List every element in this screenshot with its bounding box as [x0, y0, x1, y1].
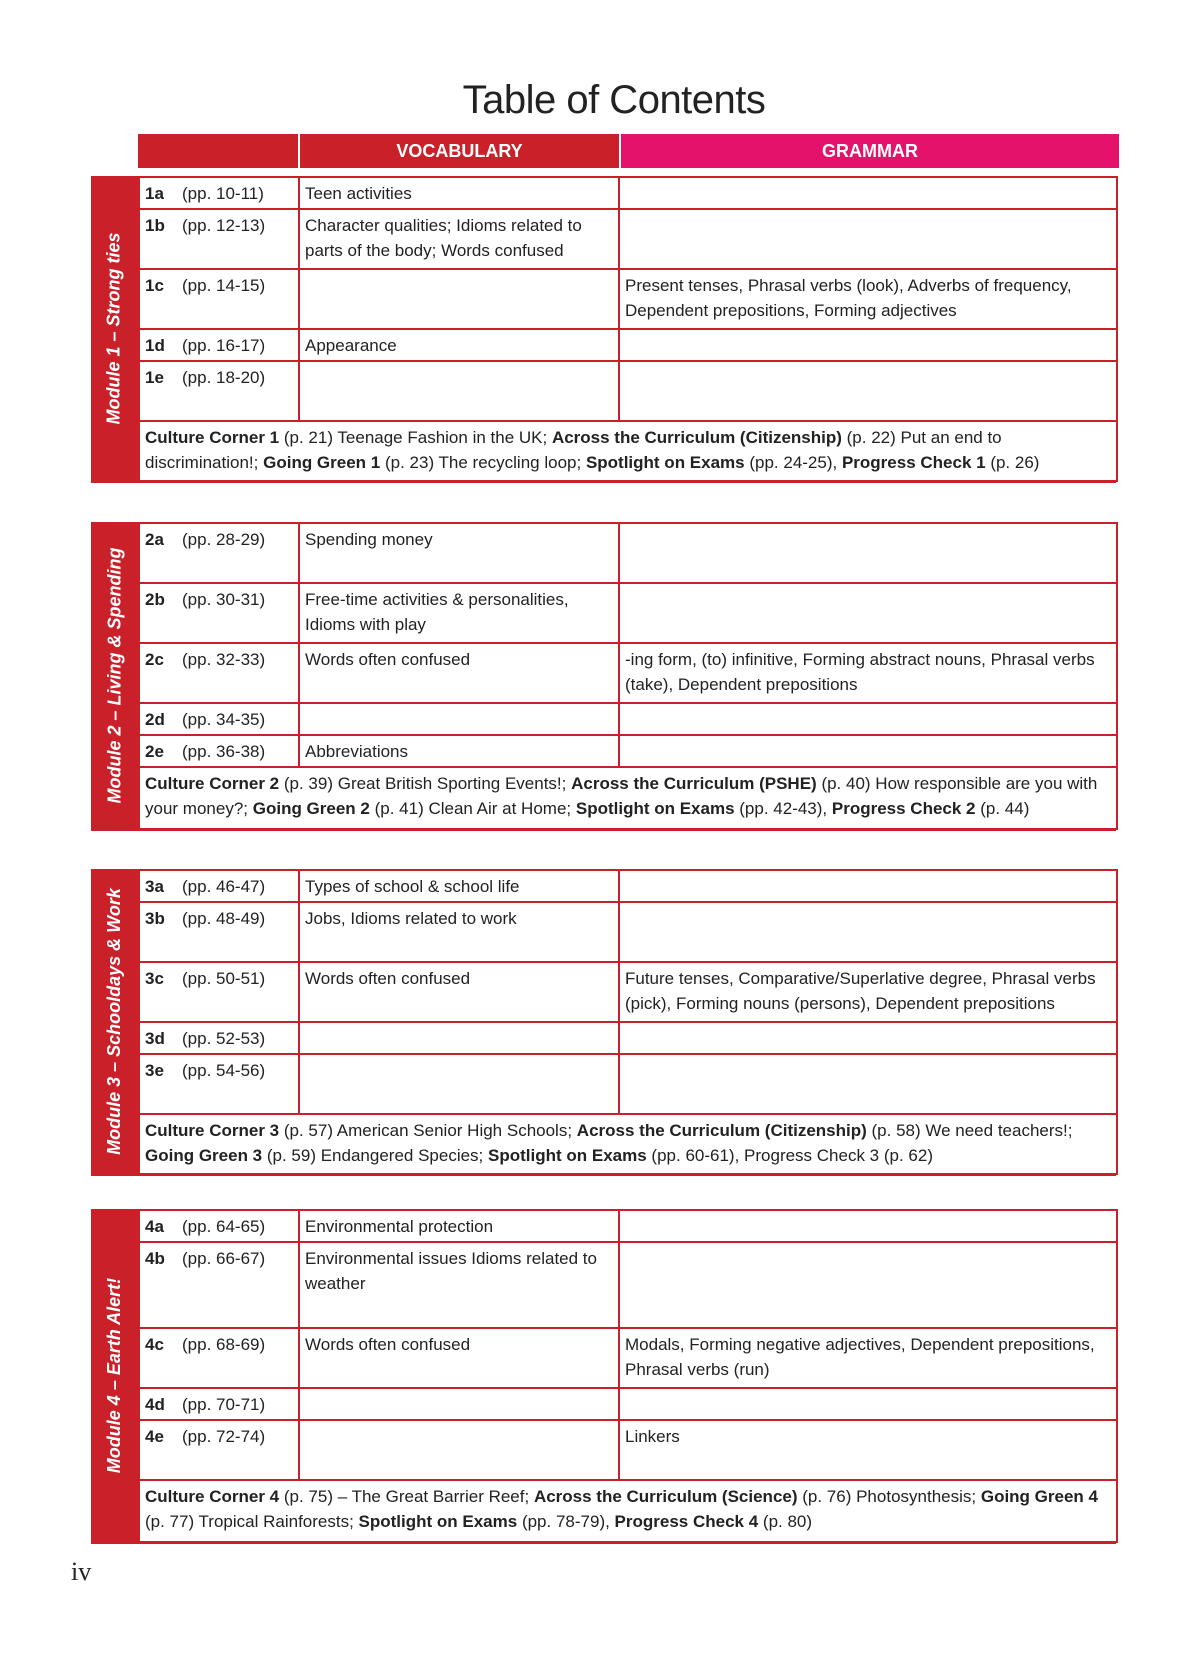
vocabulary-cell: Character qualities; Idioms related to parts of the body; Words confused: [299, 209, 619, 269]
table-row: [139, 902, 1117, 962]
vocabulary-cell: Types of school & school life: [299, 870, 619, 902]
lesson-id: 4b: [145, 1249, 165, 1268]
module-side-tab: [91, 522, 138, 828]
footer-section-name: Across the Curriculum (PSHE): [571, 774, 817, 793]
vocabulary-cell: [299, 703, 619, 735]
table-row: [139, 269, 1117, 329]
footer-section-text: (p. 77) Tropical Rainforests;: [145, 1512, 359, 1531]
module-bottom-rule: [91, 1173, 1116, 1176]
table-row: [139, 209, 1117, 269]
lesson-pages: (pp. 14-15): [182, 276, 266, 295]
lesson-cell: [139, 583, 299, 643]
footer-section-text: (pp. 42-43),: [734, 799, 832, 818]
lesson-id: 1d: [145, 336, 165, 355]
lesson-cell: [139, 1054, 299, 1114]
footer-section-text: (pp. 60-61), Progress Check 3 (p. 62): [646, 1146, 933, 1165]
module-label: Module 2 – Living & Spending: [104, 546, 125, 804]
module-label: Module 4 – Earth Alert!: [104, 1277, 124, 1473]
table-row: [139, 177, 1117, 209]
footer-section-name: Spotlight on Exams: [575, 799, 735, 818]
module-footer-row: [139, 1114, 1117, 1174]
lesson-cell: [139, 1420, 299, 1480]
module-footer-row: [139, 1480, 1117, 1542]
grammar-cell: [619, 1242, 1117, 1328]
module-label: Module 1 – Strong ties: [104, 231, 124, 425]
footer-section-name: Across the Curriculum (Citizenship): [576, 1121, 867, 1140]
footer-section-name: Spotlight on Exams: [358, 1512, 518, 1531]
table-row: [139, 1022, 1117, 1054]
lesson-cell: [139, 643, 299, 703]
footer-section-name: Progress Check 4: [614, 1512, 759, 1531]
vocabulary-header: [300, 134, 619, 168]
footer-section-text: (p. 39) Great British Sporting Events!;: [279, 774, 572, 793]
module-footer: [139, 421, 1117, 481]
table-row: [139, 870, 1117, 902]
vocabulary-cell: Environmental issues Idioms related to weather: [299, 1242, 619, 1328]
table-row: [139, 361, 1117, 421]
module-table: [138, 522, 1118, 830]
lesson-pages: (pp. 16-17): [182, 336, 266, 355]
lesson-pages: (pp. 66-67): [182, 1249, 266, 1268]
lesson-cell: [139, 361, 299, 421]
footer-section-text: (pp. 78-79),: [517, 1512, 615, 1531]
lesson-pages: (pp. 70-71): [182, 1395, 266, 1414]
vocabulary-cell: Abbreviations: [299, 735, 619, 767]
module-footer: [139, 1114, 1117, 1174]
module-footer: [139, 767, 1117, 829]
lesson-cell: [139, 1242, 299, 1328]
grammar-cell: Future tenses, Comparative/Superlative degree, Phrasal verbs (pick), Forming nouns (persons), Dependent prepositions: [619, 962, 1117, 1022]
footer-section-text: (p. 76) Photosynthesis;: [797, 1487, 981, 1506]
page-title: Table of Contents: [462, 78, 766, 122]
lesson-pages: (pp. 32-33): [182, 650, 266, 669]
lesson-pages: (pp. 18-20): [182, 368, 266, 387]
lesson-pages: (pp. 30-31): [182, 590, 266, 609]
table-row: [139, 643, 1117, 703]
lesson-cell: [139, 703, 299, 735]
lesson-id: 4e: [145, 1427, 164, 1446]
module-table: [138, 869, 1118, 1175]
footer-section-name: Spotlight on Exams: [488, 1146, 647, 1165]
footer-section-name: Progress Check 1: [841, 453, 986, 472]
footer-section-text: (p. 58) We need teachers!;: [866, 1121, 1073, 1140]
grammar-header-label: GRAMMAR: [822, 140, 918, 161]
vocabulary-cell: Environmental protection: [299, 1210, 619, 1242]
lesson-id: 4d: [145, 1395, 165, 1414]
footer-section-text: (p. 23) The recycling loop;: [380, 453, 586, 472]
vocabulary-cell: [299, 269, 619, 329]
grammar-cell: [619, 209, 1117, 269]
vocabulary-cell: [299, 1054, 619, 1114]
footer-section-name: Going Green 2: [252, 799, 370, 818]
footer-section-text: (p. 80): [758, 1512, 813, 1531]
lesson-pages: (pp. 12-13): [182, 216, 266, 235]
lesson-cell: [139, 1328, 299, 1388]
table-row: [139, 523, 1117, 583]
lesson-cell: [139, 870, 299, 902]
footer-section-text: (p. 75) – The Great Barrier Reef;: [279, 1487, 534, 1506]
lesson-cell: [139, 735, 299, 767]
module-footer: [139, 1480, 1117, 1542]
lesson-id: 2e: [145, 742, 164, 761]
vocabulary-cell: [299, 1420, 619, 1480]
vocabulary-cell: [299, 361, 619, 421]
table-row: [139, 1054, 1117, 1114]
grammar-cell: Present tenses, Phrasal verbs (look), Adverbs of frequency, Dependent prepositions, Forming adjectives: [619, 269, 1117, 329]
lesson-id: 3d: [145, 1029, 165, 1048]
module-table: [138, 1209, 1118, 1543]
lesson-cell: [139, 962, 299, 1022]
vocabulary-header-label: VOCABULARY: [396, 140, 523, 161]
table-row: [139, 583, 1117, 643]
footer-section-text: (p. 59) Endangered Species;: [262, 1146, 489, 1165]
grammar-header: [621, 134, 1119, 168]
module-side-tab: [91, 869, 138, 1173]
footer-section-text: (p. 57) American Senior High Schools;: [279, 1121, 577, 1140]
vocabulary-cell: Appearance: [299, 329, 619, 361]
lesson-id: 1a: [145, 184, 164, 203]
lesson-cell: [139, 1388, 299, 1420]
module-table: [138, 176, 1118, 482]
lesson-id: 2a: [145, 530, 164, 549]
module-footer-row: [139, 421, 1117, 481]
lesson-cell: [139, 1210, 299, 1242]
module-2: [91, 522, 1116, 828]
table-row: [139, 1328, 1117, 1388]
footer-section-name: Going Green 4: [980, 1487, 1098, 1506]
grammar-cell: -ing form, (to) infinitive, Forming abstract nouns, Phrasal verbs (take), Dependent prepositions: [619, 643, 1117, 703]
footer-section-name: Culture Corner 2: [145, 774, 280, 793]
lesson-pages: (pp. 68-69): [182, 1335, 266, 1354]
grammar-cell: [619, 583, 1117, 643]
lesson-id: 2b: [145, 590, 165, 609]
table-row: [139, 962, 1117, 1022]
footer-section-text: (p. 22) Put an end to discrimination!;: [145, 428, 1002, 472]
module-side-tab: [91, 1209, 138, 1541]
footer-section-name: Culture Corner 3: [145, 1121, 280, 1140]
lesson-id: 2c: [145, 650, 164, 669]
lesson-id: 3b: [145, 909, 165, 928]
module-4: [91, 1209, 1116, 1541]
lesson-pages: (pp. 46-47): [182, 877, 266, 896]
footer-section-text: (p. 40) How responsible are you with your money?;: [145, 774, 1098, 818]
table-row: [139, 1210, 1117, 1242]
vocabulary-cell: Words often confused: [299, 643, 619, 703]
footer-section-name: Progress Check 2: [831, 799, 976, 818]
grammar-cell: [619, 870, 1117, 902]
footer-section-name: Across the Curriculum (Citizenship): [551, 428, 842, 447]
vocabulary-cell: Teen activities: [299, 177, 619, 209]
lesson-id: 3e: [145, 1061, 164, 1080]
footer-section-text: (p. 44): [975, 799, 1030, 818]
module-bottom-rule: [91, 828, 1116, 831]
grammar-cell: [619, 703, 1117, 735]
footer-section-name: Culture Corner 4: [145, 1487, 280, 1506]
footer-section-name: Culture Corner 1: [145, 428, 280, 447]
lesson-cell: [139, 902, 299, 962]
page-number: iv: [71, 1557, 92, 1586]
lesson-id: 1c: [145, 276, 164, 295]
lesson-id: 1e: [145, 368, 164, 387]
vocabulary-cell: Jobs, Idioms related to work: [299, 902, 619, 962]
lesson-pages: (pp. 48-49): [182, 909, 266, 928]
grammar-cell: [619, 902, 1117, 962]
grammar-cell: Modals, Forming negative adjectives, Dependent prepositions, Phrasal verbs (run): [619, 1328, 1117, 1388]
lesson-pages: (pp. 54-56): [182, 1061, 266, 1080]
module-side-tab: [91, 176, 138, 480]
lesson-id: 4a: [145, 1217, 164, 1236]
table-row: [139, 735, 1117, 767]
table-row: [139, 1388, 1117, 1420]
grammar-cell: [619, 361, 1117, 421]
lesson-pages: (pp. 28-29): [182, 530, 266, 549]
module-1: [91, 176, 1116, 480]
grammar-cell: Linkers: [619, 1420, 1117, 1480]
footer-section-text: (p. 26): [985, 453, 1040, 472]
lesson-pages: (pp. 64-65): [182, 1217, 266, 1236]
lesson-cell: [139, 329, 299, 361]
grammar-cell: [619, 1054, 1117, 1114]
column-header-bar: [138, 134, 1119, 168]
grammar-cell: [619, 1210, 1117, 1242]
lesson-pages: (pp. 10-11): [182, 184, 264, 203]
grammar-cell: [619, 523, 1117, 583]
lesson-cell: [139, 269, 299, 329]
vocabulary-cell: Words often confused: [299, 962, 619, 1022]
grammar-cell: [619, 177, 1117, 209]
lesson-id: 4c: [145, 1335, 164, 1354]
module-footer-row: [139, 767, 1117, 829]
table-row: [139, 1420, 1117, 1480]
footer-section-name: Across the Curriculum (Science): [533, 1487, 798, 1506]
vocabulary-cell: [299, 1022, 619, 1054]
table-row: [139, 329, 1117, 361]
lesson-cell: [139, 209, 299, 269]
lesson-pages: (pp. 34-35): [182, 710, 266, 729]
module-bottom-rule: [91, 1541, 1116, 1544]
lesson-pages: (pp. 50-51): [182, 969, 266, 988]
vocabulary-cell: Words often confused: [299, 1328, 619, 1388]
table-row: [139, 1242, 1117, 1328]
vocabulary-cell: Free-time activities & personalities, Idioms with play: [299, 583, 619, 643]
footer-section-name: Going Green 3: [145, 1146, 263, 1165]
footer-section-name: Going Green 1: [263, 453, 381, 472]
grammar-cell: [619, 329, 1117, 361]
footer-section-text: (pp. 24-25),: [744, 453, 842, 472]
lesson-id: 3a: [145, 877, 164, 896]
vocabulary-cell: [299, 1388, 619, 1420]
lesson-pages: (pp. 36-38): [182, 742, 266, 761]
lesson-cell: [139, 523, 299, 583]
module-label: Module 3 – Schooldays & Work: [104, 887, 125, 1155]
lesson-id: 3c: [145, 969, 164, 988]
lesson-id: 1b: [145, 216, 165, 235]
grammar-cell: [619, 1388, 1117, 1420]
lesson-id: 2d: [145, 710, 165, 729]
lesson-pages: (pp. 72-74): [182, 1427, 266, 1446]
lesson-pages: (pp. 52-53): [182, 1029, 266, 1048]
lesson-cell: [139, 1022, 299, 1054]
table-row: [139, 703, 1117, 735]
grammar-cell: [619, 1022, 1117, 1054]
footer-section-text: (p. 21) Teenage Fashion in the UK;: [279, 428, 552, 447]
module-3: [91, 869, 1116, 1173]
vocabulary-cell: Spending money: [299, 523, 619, 583]
footer-section-name: Spotlight on Exams: [585, 453, 745, 472]
grammar-cell: [619, 735, 1117, 767]
lesson-cell: [139, 177, 299, 209]
module-bottom-rule: [91, 480, 1116, 483]
header-blank-cell: [138, 134, 298, 168]
footer-section-text: (p. 41) Clean Air at Home;: [369, 799, 576, 818]
